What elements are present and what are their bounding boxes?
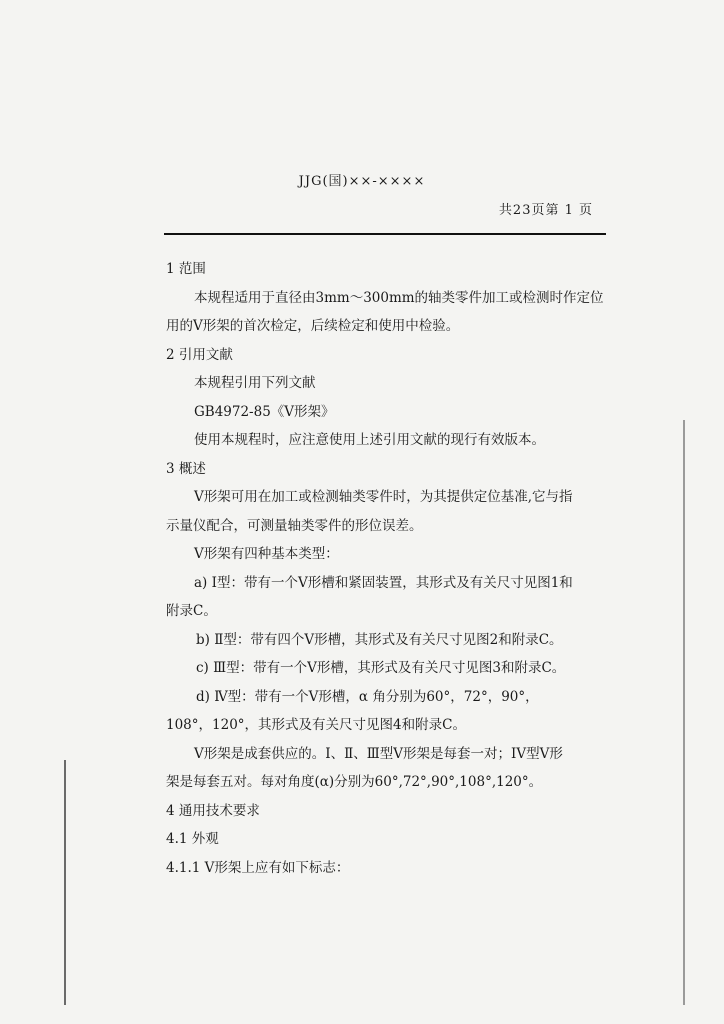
list-item-b: b) Ⅱ型：带有四个V形槽，其形式及有关尺寸见图2和附录C。: [196, 631, 563, 648]
list-item-c: c) Ⅲ型：带有一个V形槽，其形式及有关尺寸见图3和附录C。: [196, 660, 566, 676]
subsection-heading-markings: 4.1.1 V形架上应有如下标志：: [166, 859, 350, 876]
reference-item: GB4972-85《V形架》: [194, 403, 335, 420]
paragraph-line: 使用本规程时，应注意使用上述引用文献的现行有效版本。: [194, 432, 545, 448]
paragraph-line: 用的V形架的首次检定，后续检定和使用中检验。: [166, 318, 460, 334]
paragraph-line: V形架是成套供应的。Ⅰ、Ⅱ、Ⅲ型V形架是每套一对；ⅠV型V形: [194, 745, 563, 762]
scan-edge-left: [64, 760, 66, 1005]
list-item-a-continued: 附录C。: [166, 603, 217, 619]
section-heading-references: 2 引用文献: [166, 346, 233, 363]
document-body: [166, 255, 606, 882]
scan-edge-right: [683, 420, 685, 1005]
paragraph-line: 架是每套五对。每对角度(α)分别为60°,72°,90°,108°,120°。: [166, 774, 543, 790]
list-item-d-continued: 108°，120°，其形式及有关尺寸见图4和附录C。: [166, 717, 466, 733]
paragraph-line: 本规程引用下列文献: [194, 375, 316, 391]
header-rule: [164, 233, 606, 235]
paragraph-line: V形架可用在加工或检测轴类零件时，为其提供定位基准,它与指: [194, 489, 573, 505]
document-code: JJG(国)××-××××: [298, 174, 426, 189]
paragraph-line: 本规程适用于直径由3mm～300mm的轴类零件加工或检测时作定位: [194, 289, 604, 306]
section-heading-scope: 1 范围: [166, 261, 206, 277]
subsection-heading-appearance: 4.1 外观: [166, 831, 219, 847]
section-heading-overview: 3 概述: [166, 460, 206, 477]
paragraph-line: 示量仪配合，可测量轴类零件的形位误差。: [166, 517, 423, 534]
paragraph-line: V形架有四种基本类型：: [194, 546, 339, 562]
list-item-a: a) Ⅰ型：带有一个V形槽和紧固装置，其形式及有关尺寸见图1和: [194, 574, 573, 591]
section-heading-requirements: 4 通用技术要求: [166, 802, 260, 819]
page-count: 共23页第 1 页: [498, 203, 593, 218]
list-item-d: d) Ⅳ型：带有一个V形槽，α 角分别为60°，72°，90°，: [196, 688, 539, 705]
